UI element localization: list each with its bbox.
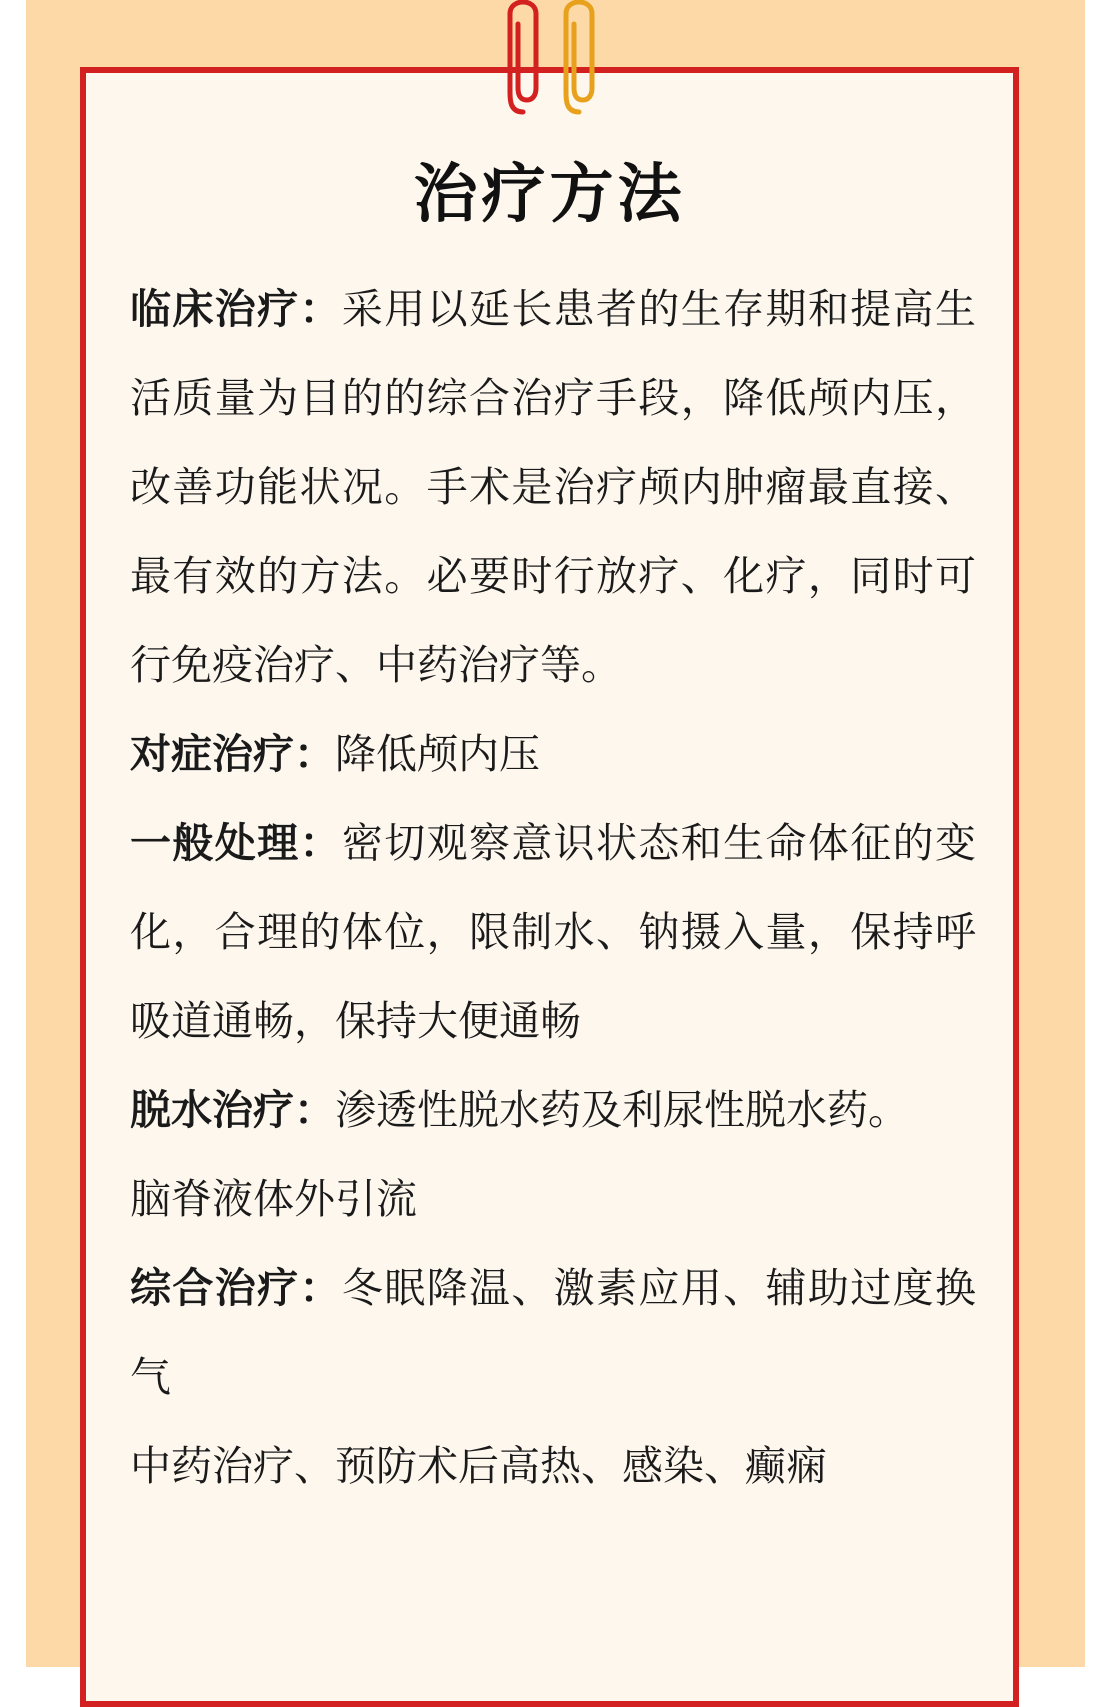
red-paperclip-icon (506, 0, 540, 118)
section-text: 密切观察意识状态和生命体征的变化，合理的体位，限制水、钠摄入量，保持呼吸道通畅，保持大便通畅 (130, 819, 977, 1045)
section-comprehensive (130, 1244, 976, 1422)
section-label: 脱水治疗： (130, 1086, 335, 1134)
section-text: 采用以延长患者的生存期和提高生活质量为目的的综合治疗手段，降低颅内压，改善功能状况。手术是治疗颅内肿瘤最直接、最有效的方法。必要时行放疗、化疗，同时可行免疫治疗、中药治疗等。 (130, 285, 977, 689)
section-symptomatic (130, 710, 976, 799)
section-dehydration (130, 1066, 976, 1155)
section-text: 冬眠降温、激素应用、辅助过度换气 (130, 1264, 977, 1401)
section-tcm (130, 1422, 976, 1511)
treatment-content (130, 265, 976, 1511)
page-title: 治疗方法 (413, 158, 686, 232)
section-csf-drainage (130, 1155, 976, 1244)
section-label: 一般处理： (130, 819, 342, 867)
section-general (130, 799, 976, 1066)
section-text: 中药治疗、预防术后高热、感染、癫痫 (130, 1442, 827, 1490)
section-text: 脑脊液体外引流 (130, 1175, 417, 1223)
section-label: 临床治疗： (130, 285, 342, 333)
section-label: 对症治疗： (130, 730, 335, 778)
section-text: 渗透性脱水药及利尿性脱水药。 (335, 1086, 909, 1134)
section-label: 综合治疗： (130, 1264, 342, 1312)
section-text: 降低颅内压 (335, 730, 540, 778)
section-clinical (130, 265, 976, 710)
gold-paperclip-icon (562, 0, 596, 118)
